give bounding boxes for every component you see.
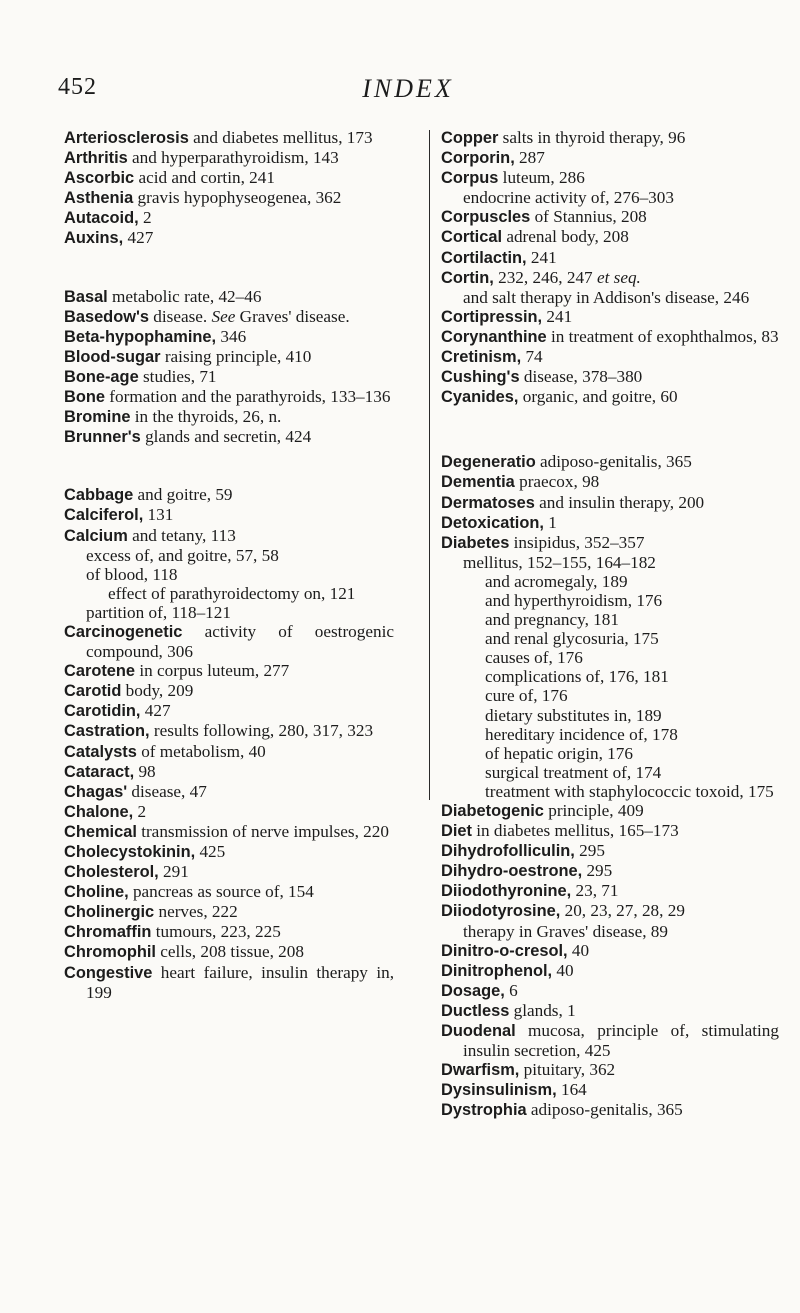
entry-locator: studies, 71 bbox=[138, 366, 217, 386]
index-entry bbox=[64, 526, 394, 546]
index-subentry bbox=[441, 572, 779, 591]
index-entry bbox=[64, 701, 394, 721]
entry-heading: Carotid bbox=[64, 682, 122, 701]
entry-locator: activity of oestrogenic compound, 306 bbox=[86, 621, 394, 662]
index-entry bbox=[64, 347, 394, 367]
entry-heading: Asthenia bbox=[64, 189, 134, 208]
entry-locator: 346 bbox=[216, 326, 247, 346]
entry-heading: Dihydrofolliculin, bbox=[441, 842, 575, 861]
entry-locator: 6 bbox=[504, 980, 518, 1000]
entry-heading: Cortin, bbox=[441, 268, 494, 287]
index-entry bbox=[441, 861, 779, 881]
entry-heading: Arthritis bbox=[64, 149, 128, 168]
entry-heading: Catalysts bbox=[64, 742, 137, 761]
entry-heading: Cataract, bbox=[64, 762, 135, 781]
index-entry bbox=[64, 922, 394, 942]
entry-heading: Carotene bbox=[64, 662, 136, 681]
running-title: INDEX bbox=[362, 74, 454, 103]
entry-heading: Beta-hypophamine, bbox=[64, 327, 217, 346]
entry-heading: Copper bbox=[441, 129, 499, 147]
index-column-right bbox=[441, 128, 779, 1121]
index-entry bbox=[441, 227, 779, 247]
subentry-text: partition of, 118–121 bbox=[86, 602, 231, 622]
entry-heading: Carcinogenetic bbox=[64, 622, 183, 641]
entry-locator: 20, 23, 27, 28, 29 bbox=[560, 901, 685, 921]
index-entry bbox=[64, 327, 394, 347]
page-header bbox=[58, 74, 758, 110]
index-entry bbox=[441, 513, 779, 533]
index-subentry bbox=[441, 553, 779, 572]
index-entry bbox=[441, 801, 779, 821]
subentry-text: surgical treatment of, 174 bbox=[485, 762, 662, 782]
subentry-text: and renal glycosuria, 175 bbox=[485, 629, 659, 649]
index-entry bbox=[64, 387, 394, 407]
subentry-text: and salt therapy in Addison's disease, 246 bbox=[463, 287, 750, 307]
index-column-left bbox=[64, 128, 394, 1002]
entry-locator: 427 bbox=[140, 701, 171, 721]
index-entry bbox=[441, 1100, 779, 1120]
index-entry bbox=[64, 367, 394, 387]
entry-locator: 295 bbox=[574, 841, 605, 861]
index-entry bbox=[441, 168, 779, 188]
entry-heading: Arteriosclerosis bbox=[64, 129, 189, 147]
entry-locator: disease, 378–380 bbox=[519, 367, 643, 387]
index-subentry bbox=[441, 706, 779, 725]
entry-heading: Dinitrophenol, bbox=[441, 961, 553, 980]
subentry-text: hereditary incidence of, 178 bbox=[485, 724, 678, 744]
entry-locator: 164 bbox=[556, 1080, 587, 1100]
index-subentry bbox=[441, 188, 779, 207]
entry-locator: 287 bbox=[514, 148, 545, 168]
entry-locator: metabolic rate, 42–46 bbox=[107, 286, 262, 306]
index-entry bbox=[64, 942, 394, 962]
index-entry bbox=[64, 427, 394, 447]
entry-heading: Degeneratio bbox=[441, 453, 536, 472]
entry-italic: et seq. bbox=[596, 267, 641, 287]
entry-locator: luteum, 286 bbox=[498, 168, 585, 188]
index-entry bbox=[441, 268, 779, 288]
entry-heading: Calciferol, bbox=[64, 506, 144, 525]
entry-heading: Calcium bbox=[64, 526, 128, 545]
index-entry bbox=[64, 407, 394, 427]
entry-locator: cells, 208 tissue, 208 bbox=[155, 942, 304, 962]
entry-locator: 425 bbox=[195, 842, 226, 861]
entry-locator: organic, and goitre, 60 bbox=[518, 387, 678, 407]
index-entry bbox=[64, 822, 394, 842]
index-entry bbox=[64, 228, 394, 248]
entry-heading: Bromine bbox=[64, 408, 131, 427]
subentry-text: of blood, 118 bbox=[86, 564, 178, 584]
index-entry bbox=[441, 307, 779, 327]
index-entry bbox=[64, 128, 394, 148]
index-entry bbox=[64, 963, 394, 1002]
entry-locator: 23, 71 bbox=[571, 881, 619, 901]
index-entry bbox=[64, 622, 394, 661]
index-entry bbox=[441, 1080, 779, 1100]
entry-locator: body, 209 bbox=[121, 681, 194, 701]
entry-heading: Diiodotyrosine, bbox=[441, 902, 561, 921]
entry-locator: in corpus luteum, 277 bbox=[135, 661, 290, 681]
index-subentry bbox=[441, 288, 779, 307]
index-entry bbox=[64, 168, 394, 188]
index-subentry bbox=[441, 782, 779, 801]
entry-locator: mucosa, principle of, stimulating insulin secretion, 425 bbox=[463, 1021, 779, 1061]
index-entry bbox=[441, 493, 779, 513]
letter-group-gap bbox=[441, 407, 779, 452]
index-entry bbox=[64, 802, 394, 822]
entry-heading: Chromophil bbox=[64, 943, 156, 962]
entry-heading: Dosage, bbox=[441, 981, 505, 1000]
entry-heading: Cortilactin, bbox=[441, 248, 527, 267]
entry-locator: principle, 409 bbox=[543, 801, 644, 820]
index-entry bbox=[441, 533, 779, 553]
entry-heading: Cortipressin, bbox=[441, 307, 543, 326]
entry-locator: tumours, 223, 225 bbox=[151, 922, 281, 942]
entry-locator: 295 bbox=[582, 861, 613, 881]
entry-locator: glands, 1 bbox=[509, 1000, 576, 1020]
entry-heading: Cholecystokinin, bbox=[64, 843, 196, 861]
index-subentry bbox=[64, 546, 394, 565]
entry-heading: Blood-sugar bbox=[64, 347, 161, 366]
subentry-text: dietary substitutes in, 189 bbox=[485, 705, 662, 725]
index-subentry bbox=[64, 584, 394, 603]
index-entry bbox=[441, 387, 779, 407]
index-subentry bbox=[441, 763, 779, 782]
index-entry bbox=[64, 661, 394, 681]
entry-locator: formation and the parathyroids, 133–136 bbox=[104, 387, 391, 407]
entry-locator: pituitary, 362 bbox=[519, 1060, 616, 1080]
subentry-text: and pregnancy, 181 bbox=[485, 610, 619, 630]
entry-heading: Autacoid, bbox=[64, 209, 139, 228]
entry-locator: adrenal body, 208 bbox=[502, 227, 629, 247]
index-subentry bbox=[441, 686, 779, 705]
entry-heading: Diabetes bbox=[441, 533, 510, 552]
index-entry bbox=[441, 841, 779, 861]
entry-locator: and insulin therapy, 200 bbox=[534, 492, 705, 512]
index-entry bbox=[64, 505, 394, 525]
entry-locator: in diabetes mellitus, 165–173 bbox=[471, 821, 679, 841]
entry-heading: Diiodothyronine, bbox=[441, 882, 572, 901]
entry-locator: transmission of nerve impulses, 220 bbox=[136, 821, 389, 841]
entry-heading: Dementia bbox=[441, 473, 515, 492]
index-entry bbox=[64, 681, 394, 701]
index-subentry bbox=[441, 629, 779, 648]
index-entry bbox=[64, 882, 394, 902]
subentry-text: and acromegaly, 189 bbox=[485, 571, 628, 591]
entry-heading: Dinitro-o-cresol, bbox=[441, 941, 568, 960]
entry-locator: gravis hypophyseogenea, 362 bbox=[133, 188, 342, 208]
entry-heading: Chemical bbox=[64, 822, 137, 841]
letter-group-gap bbox=[64, 249, 394, 287]
index-subentry bbox=[441, 648, 779, 667]
entry-heading: Bone-age bbox=[64, 367, 139, 386]
entry-locator: in treatment of exophthalmos, 83 bbox=[546, 326, 779, 346]
subentry-text: treatment with staphylococcic toxoid, 175 bbox=[485, 781, 774, 801]
entry-heading: Cabbage bbox=[64, 486, 134, 505]
entry-heading: Auxins, bbox=[64, 229, 124, 248]
entry-locator: glands and secretin, 424 bbox=[140, 427, 312, 447]
entry-locator: and tetany, 113 bbox=[127, 525, 236, 545]
entry-locator: in the thyroids, 26, n. bbox=[130, 407, 282, 427]
entry-heading: Cortical bbox=[441, 228, 503, 247]
entry-locator: 1 bbox=[543, 512, 557, 532]
entry-locator: 427 bbox=[123, 228, 154, 248]
entry-heading: Cretinism, bbox=[441, 348, 522, 367]
index-subentry bbox=[441, 725, 779, 744]
index-entry bbox=[64, 485, 394, 505]
entry-heading: Basedow's bbox=[64, 307, 149, 326]
index-entry bbox=[441, 148, 779, 168]
entry-locator: and goitre, 59 bbox=[133, 485, 233, 505]
index-entry bbox=[441, 981, 779, 1001]
entry-locator: disease. bbox=[148, 306, 212, 326]
entry-heading: Cyanides, bbox=[441, 388, 519, 407]
index-entry bbox=[64, 842, 394, 862]
entry-heading: Diabetogenic bbox=[441, 802, 544, 820]
index-entry bbox=[441, 452, 779, 472]
entry-heading: Chalone, bbox=[64, 802, 134, 821]
entry-locator: praecox, 98 bbox=[514, 472, 600, 492]
index-subentry bbox=[64, 603, 394, 622]
subentry-text: endocrine activity of, 276–303 bbox=[463, 188, 674, 208]
entry-locator: 241 bbox=[542, 306, 573, 326]
index-entry bbox=[64, 188, 394, 208]
entry-heading: Corpuscles bbox=[441, 208, 531, 227]
entry-locator: results following, 280, 317, 323 bbox=[149, 721, 374, 741]
subentry-text: effect of parathyroidectomy on, 121 bbox=[108, 583, 356, 603]
index-entry bbox=[441, 1060, 779, 1080]
index-entry bbox=[441, 128, 779, 148]
entry-heading: Corynanthine bbox=[441, 327, 547, 346]
index-entry bbox=[441, 941, 779, 961]
entry-heading: Ascorbic bbox=[64, 169, 135, 188]
index-entry bbox=[441, 367, 779, 387]
index-entry bbox=[64, 721, 394, 741]
index-entry bbox=[64, 208, 394, 228]
entry-locator: and hyperparathyroidism, 143 bbox=[127, 148, 339, 168]
index-entry bbox=[441, 248, 779, 268]
entry-heading: Cholesterol, bbox=[64, 863, 159, 882]
entry-locator: 2 bbox=[133, 801, 147, 821]
index-entry bbox=[64, 862, 394, 882]
index-subentry bbox=[441, 667, 779, 686]
entry-heading: Chromaffin bbox=[64, 923, 152, 942]
index-entry bbox=[441, 1001, 779, 1021]
entry-locator: pancreas as source of, 154 bbox=[128, 882, 314, 902]
entry-heading: Congestive bbox=[64, 963, 153, 982]
index-subentry bbox=[64, 565, 394, 584]
entry-heading: Chagas' bbox=[64, 782, 128, 801]
entry-heading: Dihydro-oestrone, bbox=[441, 862, 583, 881]
subentry-text: of hepatic origin, 176 bbox=[485, 743, 633, 763]
index-subentry bbox=[441, 591, 779, 610]
entry-heading: Carotidin, bbox=[64, 702, 141, 721]
entry-heading: Corporin, bbox=[441, 149, 515, 168]
entry-locator: of Stannius, 208 bbox=[530, 207, 647, 227]
entry-locator: acid and cortin, 241 bbox=[134, 168, 275, 188]
index-entry bbox=[441, 961, 779, 981]
index-entry bbox=[441, 207, 779, 227]
entry-heading: Corpus bbox=[441, 169, 499, 188]
subentry-text: excess of, and goitre, 57, 58 bbox=[86, 545, 279, 565]
entry-heading: Brunner's bbox=[64, 428, 141, 447]
entry-locator: 40 bbox=[552, 960, 574, 980]
subentry-text: causes of, 176 bbox=[485, 648, 583, 668]
index-subentry bbox=[441, 922, 779, 941]
subentry-text: mellitus, 152–155, 164–182 bbox=[463, 552, 656, 572]
index-entry bbox=[441, 821, 779, 841]
entry-heading: Dysinsulinism, bbox=[441, 1081, 557, 1100]
entry-heading: Basal bbox=[64, 287, 108, 306]
page-number: 452 bbox=[58, 74, 97, 100]
index-subentry bbox=[441, 744, 779, 763]
index-entry bbox=[64, 148, 394, 168]
entry-locator: insipidus, 352–357 bbox=[509, 532, 645, 552]
subentry-text: and hyperthyroidism, 176 bbox=[485, 590, 663, 610]
entry-italic: See bbox=[211, 306, 236, 326]
entry-locator-tail: Graves' disease. bbox=[235, 306, 350, 326]
entry-locator: 291 bbox=[158, 862, 189, 882]
entry-heading: Castration, bbox=[64, 722, 150, 741]
entry-locator: salts in thyroid therapy, 96 bbox=[498, 128, 686, 147]
letter-group-gap bbox=[64, 447, 394, 485]
index-entry bbox=[441, 347, 779, 367]
entry-locator: raising principle, 410 bbox=[160, 346, 312, 366]
entry-locator: 241 bbox=[526, 247, 557, 267]
index-entry bbox=[64, 742, 394, 762]
index-entry bbox=[441, 327, 779, 347]
entry-heading: Diet bbox=[441, 822, 472, 841]
entry-locator: 98 bbox=[134, 761, 156, 781]
entry-locator: nerves, 222 bbox=[154, 902, 238, 922]
entry-locator: 232, 246, 247 bbox=[493, 267, 597, 287]
entry-heading: Dwarfism, bbox=[441, 1061, 520, 1080]
entry-heading: Ductless bbox=[441, 1001, 510, 1020]
column-divider bbox=[429, 130, 430, 800]
index-entry bbox=[64, 762, 394, 782]
entry-locator: 2 bbox=[138, 208, 152, 228]
entry-locator: adiposo-genitalis, 365 bbox=[526, 1100, 683, 1120]
entry-heading: Cholinergic bbox=[64, 903, 155, 922]
entry-locator: heart failure, insulin therapy in, 199 bbox=[86, 962, 394, 1002]
entry-heading: Detoxication, bbox=[441, 513, 544, 532]
index-entry bbox=[64, 287, 394, 307]
entry-locator: disease, 47 bbox=[127, 781, 207, 801]
entry-heading: Dermatoses bbox=[441, 493, 535, 512]
subentry-text: therapy in Graves' disease, 89 bbox=[463, 921, 668, 941]
index-entry bbox=[441, 901, 779, 921]
entry-heading: Dystrophia bbox=[441, 1101, 527, 1120]
entry-heading: Duodenal bbox=[441, 1022, 516, 1041]
entry-locator: of metabolism, 40 bbox=[136, 741, 266, 761]
entry-heading: Bone bbox=[64, 388, 105, 407]
index-entry bbox=[64, 902, 394, 922]
entry-locator: 74 bbox=[521, 347, 543, 367]
subentry-text: cure of, 176 bbox=[485, 686, 568, 706]
entry-locator: 40 bbox=[567, 940, 590, 960]
entry-locator: 131 bbox=[143, 505, 174, 525]
index-entry bbox=[64, 782, 394, 802]
subentry-text: complications of, 176, 181 bbox=[485, 667, 669, 687]
entry-locator: adiposo-genitalis, 365 bbox=[535, 452, 692, 472]
entry-heading: Choline, bbox=[64, 883, 129, 902]
index-entry bbox=[64, 307, 394, 327]
entry-locator: and diabetes mellitus, 173 bbox=[188, 128, 373, 147]
index-entry bbox=[441, 472, 779, 492]
entry-heading: Cushing's bbox=[441, 368, 520, 387]
index-subentry bbox=[441, 610, 779, 629]
index-entry bbox=[441, 881, 779, 901]
index-entry bbox=[441, 1021, 779, 1060]
